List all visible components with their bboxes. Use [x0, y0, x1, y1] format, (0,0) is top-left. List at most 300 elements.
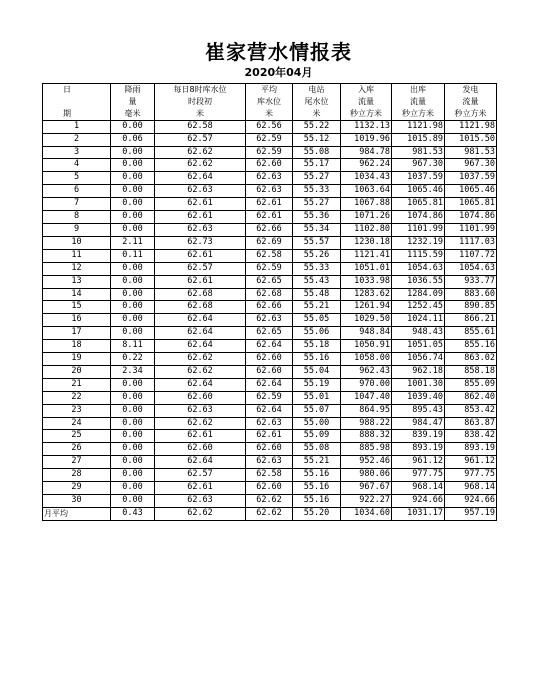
cell-level8: 62.63 — [155, 404, 246, 417]
cell-tail-level: 55.08 — [293, 146, 341, 159]
header-inflow-unit: 秒立方米 — [341, 108, 392, 120]
table-row — [43, 456, 497, 469]
cell-generation: 883.60 — [445, 288, 497, 301]
cell-day: 5 — [43, 172, 111, 185]
cell-day: 28 — [43, 469, 111, 482]
cell-generation: 924.66 — [445, 495, 497, 508]
cell-inflow: 1121.41 — [341, 249, 392, 262]
header-date: 日 — [43, 84, 111, 96]
header-outflow: 出库 — [392, 84, 445, 96]
cell-avg-level: 62.63 — [246, 417, 293, 430]
cell-day: 27 — [43, 456, 111, 469]
cell-rain: 0.00 — [111, 417, 155, 430]
cell-level8: 62.57 — [155, 469, 246, 482]
cell-tail-level: 55.34 — [293, 223, 341, 236]
header-rain: 降雨 — [111, 84, 155, 96]
cell-rain: 0.00 — [111, 443, 155, 456]
cell-avg-level: 62.65 — [246, 327, 293, 340]
cell-generation: 1015.50 — [445, 133, 497, 146]
cell-generation: 863.87 — [445, 417, 497, 430]
cell-generation: 1107.72 — [445, 249, 497, 262]
cell-inflow: 1058.00 — [341, 353, 392, 366]
header-date-sub — [43, 96, 111, 108]
cell-rain: 0.00 — [111, 404, 155, 417]
cell-inflow: 922.27 — [341, 495, 392, 508]
table-row — [43, 288, 497, 301]
cell-rain: 0.22 — [111, 353, 155, 366]
table-row — [43, 353, 497, 366]
table-row — [43, 314, 497, 327]
header-outflow-sub: 流量 — [392, 96, 445, 108]
cell-inflow: 967.67 — [341, 482, 392, 495]
cell-tail-level: 55.33 — [293, 185, 341, 198]
cell-outflow: 1252.45 — [392, 301, 445, 314]
table-row — [43, 378, 497, 391]
cell-outflow: 1015.89 — [392, 133, 445, 146]
cell-outflow: 1001.30 — [392, 378, 445, 391]
cell-tail-level: 55.01 — [293, 391, 341, 404]
cell-outflow: 1051.05 — [392, 340, 445, 353]
cell-level8: 62.64 — [155, 456, 246, 469]
cell-rain: 0.00 — [111, 275, 155, 288]
cell-level8: 62.60 — [155, 443, 246, 456]
cell-day: 8 — [43, 211, 111, 224]
cell-inflow: 1050.91 — [341, 340, 392, 353]
cell-day: 4 — [43, 159, 111, 172]
avg-tail-level: 55.20 — [293, 507, 341, 520]
cell-generation: 981.53 — [445, 146, 497, 159]
cell-rain: 0.00 — [111, 120, 155, 133]
table-row — [43, 172, 497, 185]
cell-avg-level: 62.60 — [246, 353, 293, 366]
cell-inflow: 962.43 — [341, 365, 392, 378]
cell-tail-level: 55.26 — [293, 249, 341, 262]
cell-avg-level: 62.65 — [246, 275, 293, 288]
table-row — [43, 275, 497, 288]
cell-day: 20 — [43, 365, 111, 378]
cell-generation: 890.85 — [445, 301, 497, 314]
cell-outflow: 1284.09 — [392, 288, 445, 301]
cell-avg-level: 62.64 — [246, 378, 293, 391]
header-tail-level-unit: 米 — [293, 108, 341, 120]
report-month: 2020年04月 — [244, 66, 313, 79]
cell-rain: 0.00 — [111, 469, 155, 482]
cell-inflow: 970.00 — [341, 378, 392, 391]
cell-tail-level: 55.57 — [293, 236, 341, 249]
cell-rain: 0.00 — [111, 378, 155, 391]
cell-inflow: 1132.13 — [341, 120, 392, 133]
cell-generation: 1065.81 — [445, 198, 497, 211]
cell-tail-level: 55.08 — [293, 443, 341, 456]
cell-inflow: 1230.18 — [341, 236, 392, 249]
cell-outflow: 1074.86 — [392, 211, 445, 224]
cell-rain: 0.00 — [111, 288, 155, 301]
cell-tail-level: 55.16 — [293, 482, 341, 495]
avg-outflow: 1031.17 — [392, 507, 445, 520]
cell-day: 14 — [43, 288, 111, 301]
monthly-average-label: 月平均 — [43, 507, 111, 520]
cell-level8: 62.64 — [155, 172, 246, 185]
cell-tail-level: 55.17 — [293, 159, 341, 172]
cell-avg-level: 62.60 — [246, 365, 293, 378]
cell-generation: 855.16 — [445, 340, 497, 353]
cell-level8: 62.63 — [155, 223, 246, 236]
header-row-2 — [43, 96, 497, 108]
cell-rain: 2.34 — [111, 365, 155, 378]
cell-level8: 62.61 — [155, 430, 246, 443]
cell-avg-level: 62.59 — [246, 133, 293, 146]
table-body — [43, 84, 497, 521]
table-row — [43, 365, 497, 378]
cell-outflow: 1036.55 — [392, 275, 445, 288]
cell-rain: 0.00 — [111, 211, 155, 224]
cell-outflow: 962.18 — [392, 365, 445, 378]
cell-level8: 62.64 — [155, 314, 246, 327]
header-inflow-sub: 流量 — [341, 96, 392, 108]
cell-outflow: 961.12 — [392, 456, 445, 469]
header-avg-level-sub: 库水位 — [246, 96, 293, 108]
cell-rain: 0.00 — [111, 185, 155, 198]
cell-level8: 62.57 — [155, 133, 246, 146]
cell-rain: 0.00 — [111, 198, 155, 211]
cell-tail-level: 55.27 — [293, 172, 341, 185]
cell-rain: 0.00 — [111, 301, 155, 314]
cell-day: 9 — [43, 223, 111, 236]
cell-avg-level: 62.59 — [246, 146, 293, 159]
avg-generation: 957.19 — [445, 507, 497, 520]
table-row — [43, 391, 497, 404]
cell-generation: 838.42 — [445, 430, 497, 443]
header-row-3 — [43, 108, 497, 120]
cell-generation: 862.40 — [445, 391, 497, 404]
avg-avg-level: 62.62 — [246, 507, 293, 520]
header-generation: 发电 — [445, 84, 497, 96]
cell-tail-level: 55.18 — [293, 340, 341, 353]
cell-inflow: 1067.88 — [341, 198, 392, 211]
cell-day: 1 — [43, 120, 111, 133]
cell-generation: 1101.99 — [445, 223, 497, 236]
cell-outflow: 1115.59 — [392, 249, 445, 262]
table-row — [43, 482, 497, 495]
cell-avg-level: 62.58 — [246, 249, 293, 262]
cell-day: 13 — [43, 275, 111, 288]
cell-outflow: 1065.46 — [392, 185, 445, 198]
cell-outflow: 968.14 — [392, 482, 445, 495]
cell-level8: 62.62 — [155, 365, 246, 378]
cell-day: 30 — [43, 495, 111, 508]
table-row — [43, 262, 497, 275]
cell-inflow: 1034.43 — [341, 172, 392, 185]
table-row — [43, 340, 497, 353]
cell-rain: 0.00 — [111, 327, 155, 340]
cell-tail-level: 55.21 — [293, 456, 341, 469]
table-row — [43, 327, 497, 340]
header-generation-sub: 流量 — [445, 96, 497, 108]
cell-outflow: 1121.98 — [392, 120, 445, 133]
cell-level8: 62.62 — [155, 353, 246, 366]
header-row-1 — [43, 84, 497, 96]
report-title: 崔家营水情报表 — [205, 40, 352, 64]
cell-level8: 62.58 — [155, 120, 246, 133]
cell-avg-level: 62.64 — [246, 340, 293, 353]
cell-level8: 62.64 — [155, 340, 246, 353]
cell-day: 22 — [43, 391, 111, 404]
cell-day: 23 — [43, 404, 111, 417]
cell-avg-level: 62.61 — [246, 430, 293, 443]
cell-avg-level: 62.61 — [246, 198, 293, 211]
cell-rain: 0.00 — [111, 482, 155, 495]
header-level8-unit: 米 — [155, 108, 246, 120]
cell-level8: 62.62 — [155, 417, 246, 430]
cell-tail-level: 55.33 — [293, 262, 341, 275]
table-row — [43, 211, 497, 224]
cell-avg-level: 62.59 — [246, 391, 293, 404]
cell-avg-level: 62.58 — [246, 469, 293, 482]
cell-outflow: 1065.81 — [392, 198, 445, 211]
cell-inflow: 1051.01 — [341, 262, 392, 275]
cell-tail-level: 55.22 — [293, 120, 341, 133]
cell-day: 12 — [43, 262, 111, 275]
cell-avg-level: 62.63 — [246, 172, 293, 185]
cell-outflow: 981.53 — [392, 146, 445, 159]
cell-rain: 0.11 — [111, 249, 155, 262]
cell-tail-level: 55.07 — [293, 404, 341, 417]
table-row — [43, 236, 497, 249]
avg-level8: 62.62 — [155, 507, 246, 520]
cell-generation: 855.61 — [445, 327, 497, 340]
cell-generation: 1074.86 — [445, 211, 497, 224]
cell-inflow: 952.46 — [341, 456, 392, 469]
cell-avg-level: 62.61 — [246, 211, 293, 224]
cell-generation: 1117.03 — [445, 236, 497, 249]
cell-outflow: 1232.19 — [392, 236, 445, 249]
cell-level8: 62.61 — [155, 275, 246, 288]
cell-outflow: 839.19 — [392, 430, 445, 443]
cell-tail-level: 55.06 — [293, 327, 341, 340]
cell-rain: 2.11 — [111, 236, 155, 249]
cell-day: 2 — [43, 133, 111, 146]
monthly-average-row — [43, 507, 497, 520]
cell-rain: 0.00 — [111, 223, 155, 236]
cell-avg-level: 62.56 — [246, 120, 293, 133]
cell-avg-level: 62.66 — [246, 223, 293, 236]
cell-inflow: 1029.50 — [341, 314, 392, 327]
cell-day: 16 — [43, 314, 111, 327]
cell-day: 18 — [43, 340, 111, 353]
cell-avg-level: 62.59 — [246, 262, 293, 275]
header-avg-level: 平均 — [246, 84, 293, 96]
table-row — [43, 146, 497, 159]
header-level8: 每日8时库水位 — [155, 84, 246, 96]
cell-day: 15 — [43, 301, 111, 314]
cell-outflow: 895.43 — [392, 404, 445, 417]
cell-avg-level: 62.63 — [246, 185, 293, 198]
table-row — [43, 404, 497, 417]
cell-avg-level: 62.62 — [246, 495, 293, 508]
cell-inflow: 1063.64 — [341, 185, 392, 198]
table-row — [43, 301, 497, 314]
cell-generation: 1065.46 — [445, 185, 497, 198]
cell-inflow: 948.84 — [341, 327, 392, 340]
cell-generation: 1054.63 — [445, 262, 497, 275]
cell-level8: 62.61 — [155, 482, 246, 495]
cell-rain: 0.00 — [111, 495, 155, 508]
cell-generation: 893.19 — [445, 443, 497, 456]
cell-avg-level: 62.60 — [246, 159, 293, 172]
avg-rain: 0.43 — [111, 507, 155, 520]
cell-day: 7 — [43, 198, 111, 211]
cell-level8: 62.64 — [155, 378, 246, 391]
cell-rain: 0.00 — [111, 430, 155, 443]
cell-tail-level: 55.00 — [293, 417, 341, 430]
cell-level8: 62.61 — [155, 211, 246, 224]
table-row — [43, 198, 497, 211]
cell-outflow: 1024.11 — [392, 314, 445, 327]
cell-rain: 0.00 — [111, 146, 155, 159]
table-row — [43, 469, 497, 482]
cell-rain: 0.00 — [111, 159, 155, 172]
table-row — [43, 159, 497, 172]
header-tail-level-sub: 尾水位 — [293, 96, 341, 108]
table-row — [43, 430, 497, 443]
cell-tail-level: 55.05 — [293, 314, 341, 327]
cell-outflow: 1039.40 — [392, 391, 445, 404]
cell-generation: 855.09 — [445, 378, 497, 391]
header-inflow: 入库 — [341, 84, 392, 96]
table-row — [43, 417, 497, 430]
cell-generation: 933.77 — [445, 275, 497, 288]
cell-level8: 62.62 — [155, 146, 246, 159]
header-rain-sub: 量 — [111, 96, 155, 108]
cell-rain: 0.00 — [111, 456, 155, 469]
cell-outflow: 1101.99 — [392, 223, 445, 236]
cell-tail-level: 55.16 — [293, 495, 341, 508]
cell-generation: 1121.98 — [445, 120, 497, 133]
header-level8-sub: 时段初 — [155, 96, 246, 108]
cell-inflow: 864.95 — [341, 404, 392, 417]
cell-avg-level: 62.60 — [246, 482, 293, 495]
cell-generation: 858.18 — [445, 365, 497, 378]
cell-avg-level: 62.66 — [246, 301, 293, 314]
header-outflow-unit: 秒立方米 — [392, 108, 445, 120]
cell-tail-level: 55.36 — [293, 211, 341, 224]
cell-outflow: 1054.63 — [392, 262, 445, 275]
cell-inflow: 1102.80 — [341, 223, 392, 236]
cell-generation: 853.42 — [445, 404, 497, 417]
cell-tail-level: 55.12 — [293, 133, 341, 146]
cell-day: 19 — [43, 353, 111, 366]
cell-day: 29 — [43, 482, 111, 495]
cell-outflow: 1037.59 — [392, 172, 445, 185]
table-row — [43, 185, 497, 198]
cell-day: 11 — [43, 249, 111, 262]
cell-tail-level: 55.16 — [293, 353, 341, 366]
table-row — [43, 223, 497, 236]
cell-level8: 62.62 — [155, 159, 246, 172]
cell-tail-level: 55.43 — [293, 275, 341, 288]
header-avg-level-unit: 米 — [246, 108, 293, 120]
cell-tail-level: 55.09 — [293, 430, 341, 443]
cell-day: 10 — [43, 236, 111, 249]
cell-inflow: 1283.62 — [341, 288, 392, 301]
cell-rain: 0.00 — [111, 172, 155, 185]
cell-inflow: 984.78 — [341, 146, 392, 159]
cell-inflow: 1019.96 — [341, 133, 392, 146]
cell-generation: 967.30 — [445, 159, 497, 172]
cell-rain: 8.11 — [111, 340, 155, 353]
header-tail-level: 电站 — [293, 84, 341, 96]
table-row — [43, 249, 497, 262]
cell-inflow: 988.22 — [341, 417, 392, 430]
cell-tail-level: 55.48 — [293, 288, 341, 301]
cell-day: 26 — [43, 443, 111, 456]
cell-outflow: 948.43 — [392, 327, 445, 340]
cell-day: 17 — [43, 327, 111, 340]
cell-inflow: 885.98 — [341, 443, 392, 456]
cell-avg-level: 62.69 — [246, 236, 293, 249]
cell-tail-level: 55.16 — [293, 469, 341, 482]
cell-level8: 62.61 — [155, 198, 246, 211]
avg-inflow: 1034.60 — [341, 507, 392, 520]
cell-outflow: 967.30 — [392, 159, 445, 172]
cell-level8: 62.68 — [155, 301, 246, 314]
cell-day: 25 — [43, 430, 111, 443]
cell-generation: 961.12 — [445, 456, 497, 469]
cell-outflow: 984.47 — [392, 417, 445, 430]
cell-level8: 62.63 — [155, 495, 246, 508]
cell-inflow: 1261.94 — [341, 301, 392, 314]
cell-avg-level: 62.68 — [246, 288, 293, 301]
cell-level8: 62.60 — [155, 391, 246, 404]
header-rain-unit: 毫米 — [111, 108, 155, 120]
cell-generation: 968.14 — [445, 482, 497, 495]
cell-rain: 0.00 — [111, 391, 155, 404]
header-date-unit: 期 — [43, 108, 111, 120]
cell-outflow: 1056.74 — [392, 353, 445, 366]
cell-inflow: 1071.26 — [341, 211, 392, 224]
cell-day: 3 — [43, 146, 111, 159]
cell-outflow: 924.66 — [392, 495, 445, 508]
cell-day: 6 — [43, 185, 111, 198]
cell-day: 24 — [43, 417, 111, 430]
cell-inflow: 980.06 — [341, 469, 392, 482]
cell-outflow: 977.75 — [392, 469, 445, 482]
cell-rain: 0.06 — [111, 133, 155, 146]
header-generation-unit: 秒立方米 — [445, 108, 497, 120]
cell-outflow: 893.19 — [392, 443, 445, 456]
table-row — [43, 133, 497, 146]
cell-inflow: 888.32 — [341, 430, 392, 443]
hydrology-table — [42, 83, 497, 521]
cell-level8: 62.73 — [155, 236, 246, 249]
cell-avg-level: 62.60 — [246, 443, 293, 456]
cell-level8: 62.64 — [155, 327, 246, 340]
cell-avg-level: 62.63 — [246, 314, 293, 327]
cell-inflow: 962.24 — [341, 159, 392, 172]
cell-avg-level: 62.63 — [246, 456, 293, 469]
cell-level8: 62.57 — [155, 262, 246, 275]
cell-avg-level: 62.64 — [246, 404, 293, 417]
cell-rain: 0.00 — [111, 262, 155, 275]
cell-inflow: 1033.98 — [341, 275, 392, 288]
table-row — [43, 443, 497, 456]
cell-inflow: 1047.40 — [341, 391, 392, 404]
cell-level8: 62.61 — [155, 249, 246, 262]
cell-generation: 1037.59 — [445, 172, 497, 185]
cell-generation: 866.21 — [445, 314, 497, 327]
cell-tail-level: 55.19 — [293, 378, 341, 391]
cell-tail-level: 55.21 — [293, 301, 341, 314]
